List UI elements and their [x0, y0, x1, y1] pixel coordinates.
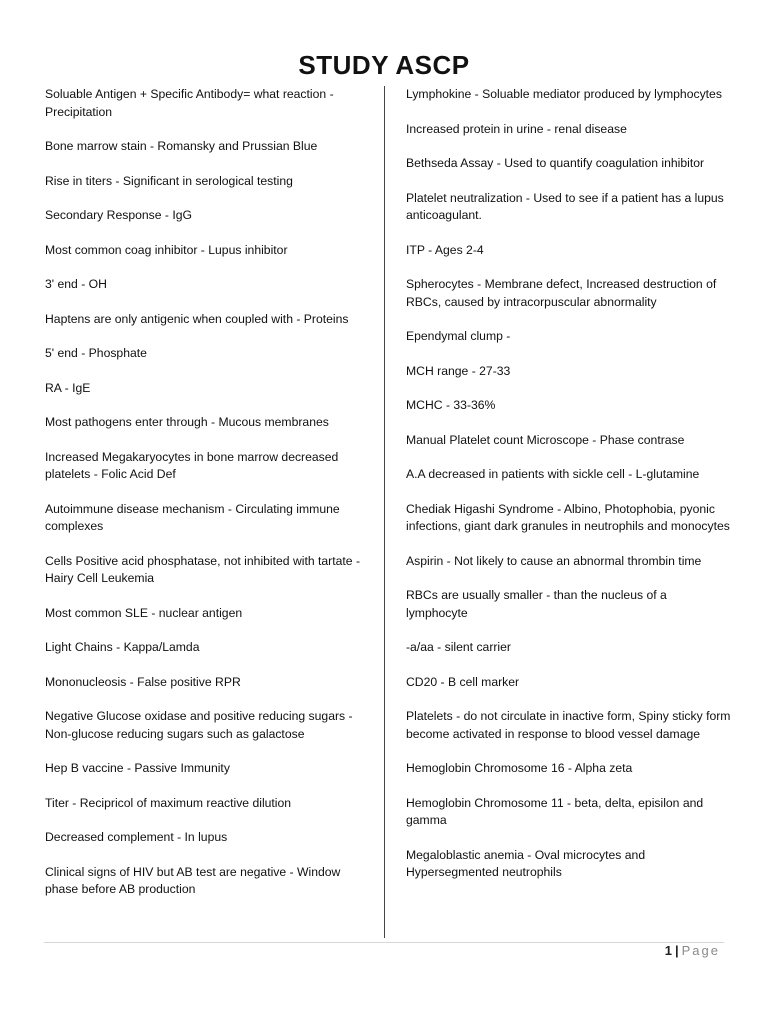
right-column [406, 86, 731, 899]
study-entry: CD20 - B cell marker [406, 674, 520, 689]
study-entry: Platelets - do not circulate in inactive form, Spiny sticky form become activated in response to blood vessel damage [406, 709, 731, 741]
study-entry: Secondary Response - IgG [45, 208, 193, 222]
study-entry: Megaloblastic anemia - Oval microcytes and Hypersegmented neutrophils [406, 847, 646, 879]
study-entry: Manual Platelet count Microscope - Phase contrase [406, 432, 685, 447]
page-footer [665, 943, 720, 958]
study-entry: Ependymal clump - [406, 329, 511, 343]
footer-rule [44, 942, 724, 943]
study-entry: Lymphokine - Soluable mediator produced by lymphocytes [406, 87, 722, 101]
study-entry: 3' end - OH [45, 277, 107, 291]
study-entry: Hemoglobin Chromosome 16 - Alpha zeta [406, 761, 633, 775]
study-entry: Soluable Antigen + Specific Antibody= what reaction - Precipitation [45, 87, 334, 119]
study-entry: RA - IgE [45, 380, 91, 395]
study-entry: Platelet neutralization - Used to see if a patient has a lupus anticoagulant. [406, 190, 724, 222]
document-title: STUDY ASCP [298, 50, 470, 80]
footer-separator: | [674, 943, 679, 958]
study-entry: Titer - Recipricol of maximum reactive dilution [45, 795, 292, 810]
study-entry: Hep B vaccine - Passive Immunity [45, 761, 230, 775]
column-divider [384, 86, 385, 938]
study-entry: Spherocytes - Membrane defect, Increased destruction of RBCs, caused by intracorpuscular abnormality [406, 277, 717, 309]
study-entry: 5' end - Phosphate [45, 346, 147, 360]
study-entry: Light Chains - Kappa/Lamda [45, 640, 200, 654]
study-entry: Bone marrow stain - Romansky and Prussian Blue [45, 139, 318, 153]
study-entry: Autoimmune disease mechanism - Circulating immune complexes [45, 501, 340, 533]
study-entry: Most common coag inhibitor - Lupus inhibitor [45, 242, 288, 257]
study-entry: -a/aa - silent carrier [406, 640, 511, 654]
study-entry: Most pathogens enter through - Mucous membranes [45, 415, 329, 429]
left-column [45, 86, 365, 916]
study-entry: Hemoglobin Chromosome 11 - beta, delta, episilon and gamma [406, 795, 704, 827]
study-entry: Chediak Higashi Syndrome - Albino, Photophobia, pyonic infections, giant dark granules in neutrophils and monocytes [406, 501, 730, 533]
study-entry: Bethseda Assay - Used to quantify coagulation inhibitor [406, 156, 705, 170]
study-entry: Increased Megakaryocytes in bone marrow decreased platelets - Folic Acid Def [45, 449, 339, 481]
study-entry: ITP - Ages 2-4 [406, 242, 484, 257]
study-entry: Most common SLE - nuclear antigen [45, 605, 243, 620]
study-entry: Cells Positive acid phosphatase, not inhibited with tartate - Hairy Cell Leukemia [45, 553, 361, 585]
study-entry: MCHC - 33-36% [406, 398, 496, 412]
study-entry: Decreased complement - In lupus [45, 830, 228, 844]
study-entry: Clinical signs of HIV but AB test are negative - Window phase before AB production [45, 864, 341, 896]
study-entry: Increased protein in urine - renal disease [406, 121, 627, 136]
study-entry: RBCs are usually smaller - than the nucleus of a lymphocyte [406, 588, 667, 620]
study-entry: A.A decreased in patients with sickle cell - L-glutamine [406, 467, 700, 481]
study-entry: MCH range - 27-33 [406, 363, 511, 378]
study-entry: Rise in titers - Significant in serological testing [45, 173, 293, 188]
study-entry: Haptens are only antigenic when coupled with - Proteins [45, 311, 349, 326]
page-label: Page [681, 943, 720, 958]
study-entry: Negative Glucose oxidase and positive reducing sugars - Non-glucose reducing sugars such as galactose [45, 709, 353, 741]
study-entry: Aspirin - Not likely to cause an abnormal thrombin time [406, 553, 702, 568]
study-entry: Mononucleosis - False positive RPR [45, 674, 241, 689]
page-number: 1 [664, 943, 672, 958]
